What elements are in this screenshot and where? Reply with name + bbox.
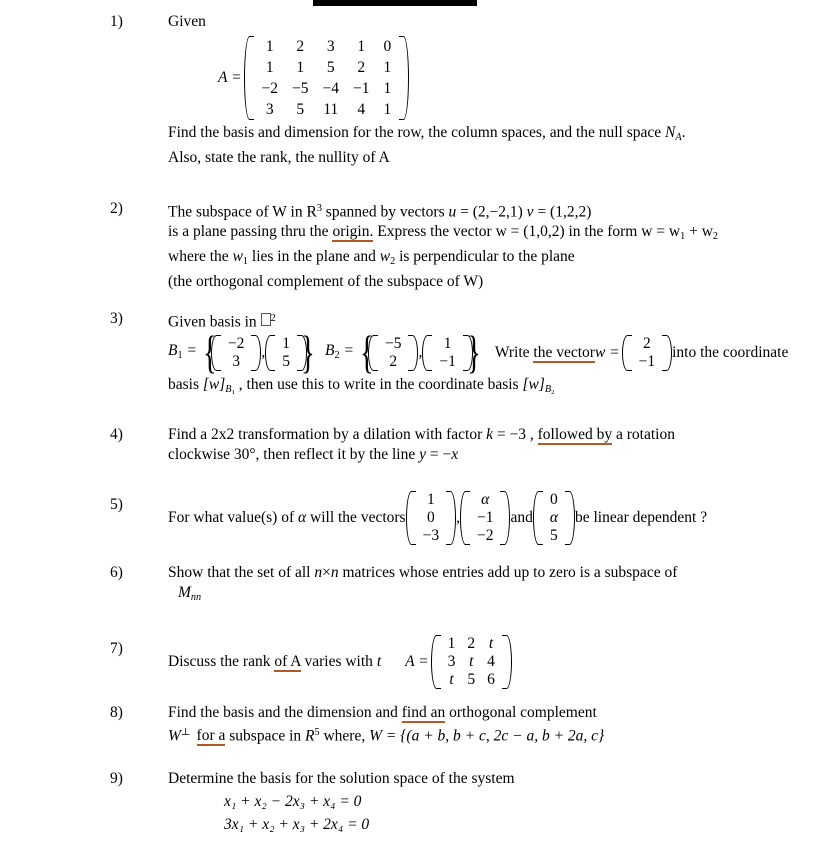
problem-4-line-1: [168, 425, 778, 445]
w2-sub: 2: [390, 256, 396, 268]
k-value: = −3: [493, 426, 526, 443]
matrix-cell: 5: [467, 671, 476, 688]
problem-3: [0, 309, 818, 409]
vec-cell: 1: [426, 491, 435, 508]
problem-list: [0, 12, 818, 839]
w-set-definition: = {(a + b, b + c, 2c − a, b + 2a, c}: [382, 727, 605, 745]
matrix-row: [442, 671, 501, 689]
b2-vector-2: [422, 335, 473, 371]
vec-cell: 2: [389, 353, 398, 371]
problem-2-line-3: [168, 247, 778, 272]
matrix-cell: 1: [265, 38, 274, 55]
coord-w-b1: [w]: [202, 376, 226, 394]
vec-cell: { −2: [227, 335, 245, 353]
problem-6-number: 6): [110, 564, 123, 581]
grammar-underline-followed-by: followed by: [537, 426, 613, 443]
p8-l1b: orthogonal complement: [445, 704, 597, 721]
problem-1-number: 1): [110, 13, 123, 30]
matrix-row: [255, 57, 399, 78]
p7-l1b: varies with: [300, 653, 377, 670]
problem-7-line-1: [168, 635, 778, 689]
b2-vector-1: [368, 335, 419, 371]
problem-2-line-1: [168, 199, 778, 222]
vec-cell: 1: [443, 335, 452, 353]
p2-l3c: is perpendicular to the plane: [395, 248, 575, 266]
matrix-row: [255, 36, 399, 57]
matrix-cell: 5: [326, 59, 335, 76]
problem-7-number: 7): [110, 640, 123, 657]
problem-9-line-1: Determine the basis for the solution space of the system: [168, 770, 515, 787]
p5-vector-2: [460, 491, 511, 545]
p5-text-a: For what value(s) of: [168, 509, 298, 526]
matrix-cell: 5: [296, 101, 305, 118]
coord-b2-index: 2: [551, 389, 555, 397]
p7-matrix-table: [442, 635, 501, 689]
vector-u-symbol: u: [448, 203, 457, 221]
vec-cell: 0: [550, 491, 558, 508]
equation-2: 3x₁ + x₂ + x₃ + 2x₄ = 0: [224, 816, 370, 833]
problem-1-text-1: [168, 123, 778, 148]
w2-subscript: 2: [712, 231, 719, 243]
problem-5-line-1: [168, 491, 778, 545]
p5-comma: ,: [456, 509, 460, 526]
problem-9-equation-2: [224, 815, 778, 835]
vec-cell: −3: [422, 527, 440, 544]
matrix-row: [255, 78, 399, 99]
p5-text-b: will the vectors: [306, 509, 406, 526]
matrix-cell: 4: [487, 653, 495, 670]
problem-5-number: 5): [110, 496, 123, 513]
grammar-underline-find-an: find an: [401, 704, 446, 721]
w1-sub: 1: [242, 256, 249, 268]
matrix-cell: 6: [487, 671, 495, 688]
vec-cell: 5: [550, 527, 558, 544]
matrix-cell: 1: [296, 59, 305, 76]
p7-l1a: Discuss the rank: [168, 653, 275, 670]
problem-9: [0, 769, 818, 839]
problem-1-intro: Given: [168, 13, 206, 30]
b1-vector-2: [265, 335, 307, 371]
problem-8-line-1: [168, 703, 778, 723]
problem-3-bases-row: [168, 335, 789, 371]
matrix-cell: 1: [383, 80, 392, 97]
matrix-cell: −2: [261, 80, 279, 97]
p3-l3b: , then use this to write in the coordinate basis: [234, 376, 523, 394]
p2-l1b: spanned by vectors: [321, 203, 449, 221]
w1-subscript: 1: [680, 231, 686, 243]
matrix-row: [442, 653, 501, 671]
vec-cell: α: [549, 509, 558, 526]
matrix-cell: −5: [292, 80, 309, 97]
null-space-symbol: N: [665, 124, 676, 141]
p3-l3a: basis: [168, 376, 203, 394]
matrix-cell: 3: [326, 38, 335, 55]
b1-subscript: 1: [177, 349, 183, 361]
grammar-underline-of-a: of A: [274, 653, 301, 670]
matrix-cell: 2: [467, 635, 476, 652]
k-symbol: k: [486, 426, 494, 443]
b2-symbol: B: [325, 341, 335, 359]
problem-1: [0, 12, 818, 187]
p8-l2a: subspace in: [225, 727, 306, 745]
matrix-cell: 1: [383, 101, 392, 118]
p4-l1c: a rotation: [612, 426, 675, 443]
b1-symbol: B: [168, 341, 178, 359]
y-equals: = −: [426, 446, 452, 463]
vec-cell: −1: [439, 353, 456, 371]
problem-4-number: 4): [110, 426, 123, 443]
m-matrix-space-symbol: M: [178, 584, 191, 601]
vector-u-value: = (2,−2,1): [456, 203, 523, 221]
times-symbol: ×: [322, 564, 331, 581]
redacted-header-bar: [313, 0, 477, 6]
problem-2-line-2: [168, 222, 778, 247]
coord-b1-letter: B: [225, 384, 232, 396]
problem-3-line-3: [168, 375, 778, 403]
p5-and: and: [510, 509, 533, 526]
matrix-a-label: A =: [218, 69, 242, 86]
b2-label: [325, 341, 356, 366]
problem-5: [0, 473, 818, 545]
missing-glyph-box: [261, 313, 271, 326]
p6-l1a: Show that the set of all: [168, 564, 315, 581]
problem-8-number: 8): [110, 704, 123, 721]
p7-text: [168, 652, 381, 672]
grammar-underline-the-vector: the vector: [533, 344, 595, 362]
matrix-cell: 1: [265, 59, 274, 76]
r-exponent: 3: [316, 203, 322, 214]
vector-v-symbol: v: [522, 203, 534, 221]
b2-subscript: 2: [334, 349, 340, 361]
matrix-cell: 2: [357, 59, 366, 76]
p4-l1b: ,: [526, 426, 538, 443]
coord-b2-letter: B: [544, 384, 552, 396]
basis-b1-set: [199, 335, 319, 371]
set-comma: ,: [418, 343, 423, 361]
coord-b1-index: 1: [231, 389, 235, 397]
vec-cell: { −5: [384, 335, 402, 353]
alpha-symbol: α: [298, 509, 307, 526]
vec-cell: 5: [282, 353, 291, 371]
coord-b2-sub: [545, 384, 555, 395]
problem-6-line-2: [178, 583, 778, 608]
p4-l2a: clockwise 30°, then reflect it by the line: [168, 446, 420, 463]
p2-l3b: lies in the plane and: [248, 248, 380, 266]
p3-into-coordinate: into the coordinate: [672, 344, 789, 362]
problem-1-text-1b: .: [681, 124, 686, 141]
problem-9-number: 9): [110, 770, 123, 787]
matrix-cell: 3: [447, 653, 456, 670]
matrix-a: [244, 36, 410, 120]
matrix-cell: t: [449, 671, 454, 688]
problem-6-line-1: [168, 563, 778, 583]
grammar-underline-for-a: for a: [196, 727, 226, 745]
w1-symbol: w: [232, 248, 243, 266]
r-space-symbol: R: [305, 727, 315, 745]
p7-matrix-a: [431, 635, 512, 689]
matrix-cell: −4: [322, 80, 340, 97]
matrix-row: [255, 99, 399, 120]
vec-cell: 3: [232, 353, 241, 371]
problem-6: [0, 563, 818, 611]
b2-equals: =: [339, 341, 354, 359]
problem-4: [0, 425, 818, 471]
coord-b1-sub: [225, 384, 235, 395]
n-symbol-1: n: [314, 564, 323, 581]
coord-w-b2: [w]: [522, 376, 545, 394]
matrix-cell: 1: [357, 38, 366, 55]
write-word: Write: [494, 344, 534, 362]
matrix-cell: −1: [353, 80, 370, 97]
r2-exponent: 2: [270, 313, 276, 324]
p6-l1b: matrices whose entries add up to zero is a subspace of: [338, 564, 678, 581]
p2-l1a: The subspace of W in R: [168, 203, 317, 221]
matrix-cell: 4: [357, 101, 366, 118]
r5-exponent: 5: [314, 727, 320, 738]
problem-8-line-2: [168, 723, 778, 746]
vec-cell: −1: [638, 353, 656, 371]
vec-cell: −1: [476, 509, 494, 526]
p8-l1a: Find the basis and the dimension and: [168, 704, 402, 721]
matrix-row: [442, 635, 501, 653]
w-set-symbol: W: [369, 727, 383, 745]
b1-label: [168, 341, 199, 366]
problem-2-line-4: (the orthogonal complement of the subspace of W): [168, 273, 484, 291]
problem-8: [0, 703, 818, 751]
w-perp-symbol: W: [168, 727, 181, 745]
matrix-cell: t: [488, 635, 494, 652]
w-label: w =: [594, 344, 620, 362]
p5-vector-3: [533, 491, 575, 545]
vec-cell: −2: [476, 527, 494, 544]
problem-9-equation-1: [224, 792, 778, 812]
write-vector-phrase: [495, 343, 595, 363]
problem-1-text-1a: Find the basis and dimension for the row, the column spaces, and the null space: [168, 124, 666, 141]
matrix-cell: 1: [447, 635, 456, 652]
p5-l1a: [168, 508, 406, 528]
p2-l3a: where the: [168, 248, 233, 266]
t-symbol: t: [376, 653, 382, 670]
p7-matrix-label: A =: [405, 653, 429, 670]
m-subscript: nn: [190, 591, 202, 603]
matrix-cell: 3: [265, 101, 274, 118]
basis-b2-set: [356, 335, 485, 371]
p2-l2b: Express the vector w = (1,0,2) in the form w = w: [373, 223, 681, 241]
matrix-cell: 0: [383, 38, 392, 55]
perp-symbol: ⊥: [180, 727, 191, 738]
b1-vector-1: [211, 335, 262, 371]
set-comma: ,: [261, 343, 266, 361]
b1-equals: =: [182, 341, 197, 359]
matrix-a-table: [255, 36, 399, 120]
matrix-cell: 1: [383, 59, 392, 76]
p2-l2c: + w: [685, 223, 713, 241]
p4-l1a: Find a 2x2 transformation by a dilation with factor: [168, 426, 487, 443]
vec-cell: 0: [426, 509, 435, 526]
matrix-cell: 2: [296, 38, 305, 55]
p2-l2a: is a plane passing thru the: [168, 223, 333, 241]
problem-7: [0, 617, 818, 689]
problem-1-text-2: Also, state the rank, the nullity of A: [168, 148, 390, 166]
p8-l2b: where,: [319, 727, 370, 745]
equation-1: x₁ + x₂ − 2x₃ + x₄ = 0: [224, 793, 362, 810]
vec-cell: 1: [282, 335, 291, 353]
vec-cell: α: [481, 491, 490, 508]
problem-3-number: 3): [110, 310, 123, 327]
matrix-cell: t: [469, 653, 474, 670]
p5-l1c: be linear dependent ?: [574, 509, 708, 526]
vec-cell: 2: [643, 335, 651, 353]
matrix-cell: 11: [323, 101, 339, 118]
problem-2: [0, 199, 818, 295]
vector-v-value: = (1,2,2): [533, 203, 592, 221]
grammar-underline-origin: origin.: [332, 223, 374, 241]
problem-2-number: 2): [110, 200, 123, 217]
problem-1-matrix-block: [218, 36, 778, 120]
x-symbol: x: [451, 446, 459, 463]
p3-l1a: Given basis in: [168, 313, 261, 331]
n-symbol-2: n: [330, 564, 339, 581]
p5-vector-1: [406, 491, 457, 545]
w2-symbol: w: [379, 248, 391, 266]
y-symbol: y: [419, 446, 426, 463]
problem-4-line-2: [168, 445, 778, 465]
w-vector: [622, 335, 673, 371]
null-space-subscript: A: [675, 131, 682, 143]
